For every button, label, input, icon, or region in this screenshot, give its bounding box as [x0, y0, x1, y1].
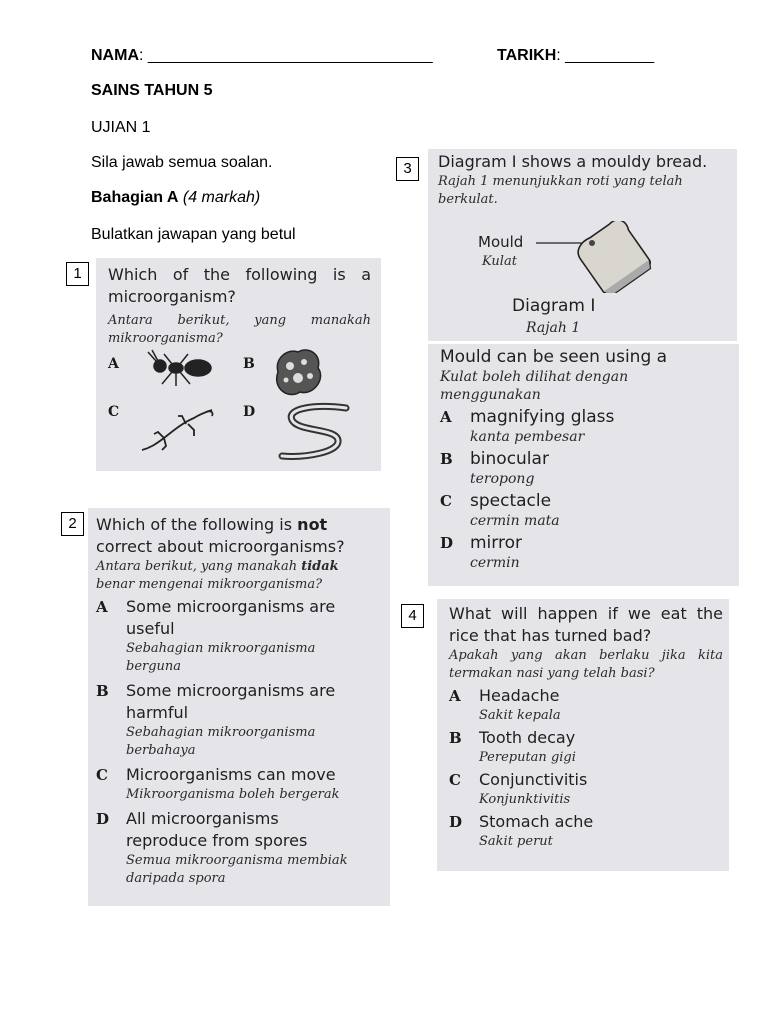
- name-line: [91, 46, 433, 66]
- q2-option-c[interactable]: C Microorganisms can move Mikroorganisma boleh bergerak: [96, 765, 340, 802]
- q2-option-d[interactable]: D All microorganisms reproduce from spores Semua mikroorganisma membiak daripada spora: [96, 809, 348, 886]
- question-4-box: [437, 599, 729, 871]
- question-3-diagram-box: [428, 149, 737, 341]
- question-3-options-box: [428, 344, 739, 586]
- name-label: NAMA: [91, 47, 139, 64]
- question-4-number: 4: [401, 604, 424, 628]
- question-2-number: 2: [61, 512, 84, 536]
- question-1-en: Which of the following is a microorganism?: [108, 265, 371, 306]
- q4-option-c[interactable]: C Conjunctivitis Konjunktivitis: [449, 770, 588, 807]
- section-marks: (4 markah): [182, 189, 261, 206]
- mouldy-bread-icon: [536, 221, 656, 293]
- question-1-number: 1: [66, 262, 89, 286]
- diagram-caption: Diagram I: [512, 296, 596, 316]
- question-4-ms: Apakah yang akan berlaku jika kita termakan nasi yang telah basi?: [449, 648, 723, 681]
- question-1-box: [96, 258, 381, 471]
- question-2-box: [88, 508, 390, 906]
- q2-option-b[interactable]: B Some microorganisms are harmful Sebahagian mikroorganisma berbahaya: [96, 681, 336, 758]
- circle-instruction: Bulatkan jawapan yang betul: [91, 226, 296, 243]
- lizard-icon: [136, 404, 216, 456]
- q3-option-b[interactable]: B binocular teropong: [440, 449, 549, 487]
- q3-option-a[interactable]: A magnifying glass kanta pembesar: [440, 407, 615, 445]
- q4-option-b[interactable]: B Tooth decay Pereputan gigi: [449, 728, 576, 765]
- question-3-en: Diagram I shows a mouldy bread.: [438, 152, 708, 171]
- question-3-stem-ms: Kulat boleh dilihat dengan menggunakan: [440, 369, 629, 403]
- section-heading: [91, 188, 260, 208]
- mould-label: Mould: [478, 233, 524, 251]
- instruction-text: Sila jawab semua soalan.: [91, 154, 273, 171]
- subject-title: SAINS TAHUN 5: [91, 82, 213, 99]
- q3-option-d[interactable]: D mirror cermin: [440, 533, 522, 571]
- q2-option-a[interactable]: A Some microorganisms are useful Sebahagian mikroorganisma berguna: [96, 597, 336, 674]
- test-title: UJIAN 1: [91, 119, 151, 136]
- q1-option-b[interactable]: B: [243, 356, 255, 372]
- q1-option-a[interactable]: A: [108, 356, 119, 372]
- question-1-ms: Antara berikut, yang manakah mikroorganisma?: [108, 313, 371, 346]
- q1-option-d[interactable]: D: [243, 404, 256, 420]
- q3-option-c[interactable]: C spectacle cermin mata: [440, 491, 560, 529]
- mould-label-ms: Kulat: [482, 254, 517, 269]
- question-3-number: 3: [396, 157, 419, 181]
- section-label: Bahagian A: [91, 189, 179, 206]
- q4-option-d[interactable]: D Stomach ache Sakit perut: [449, 812, 594, 849]
- fungus-icon: [268, 344, 328, 402]
- question-3-stem-en: Mould can be seen using a: [440, 347, 668, 367]
- worm-icon: [276, 402, 366, 462]
- date-blank: : __________: [556, 47, 655, 64]
- name-blank: : ________________________________: [139, 47, 433, 64]
- date-label: TARIKH: [497, 47, 557, 64]
- date-line: [497, 46, 654, 66]
- ant-icon: [136, 348, 216, 388]
- question-3-ms: Rajah 1 menunjukkan roti yang telah berkulat.: [438, 174, 683, 207]
- question-4-en: What will happen if we eat the rice that has turned bad?: [449, 604, 723, 645]
- question-2-en: Which of the following is not correct about microorganisms?: [96, 515, 345, 556]
- q1-option-c[interactable]: C: [108, 404, 120, 420]
- question-2-ms: Antara berikut, yang manakah tidak benar mengenai mikroorganisma?: [96, 559, 339, 592]
- q4-option-a[interactable]: A Headache Sakit kepala: [449, 686, 561, 723]
- diagram-caption-ms: Rajah 1: [526, 320, 581, 336]
